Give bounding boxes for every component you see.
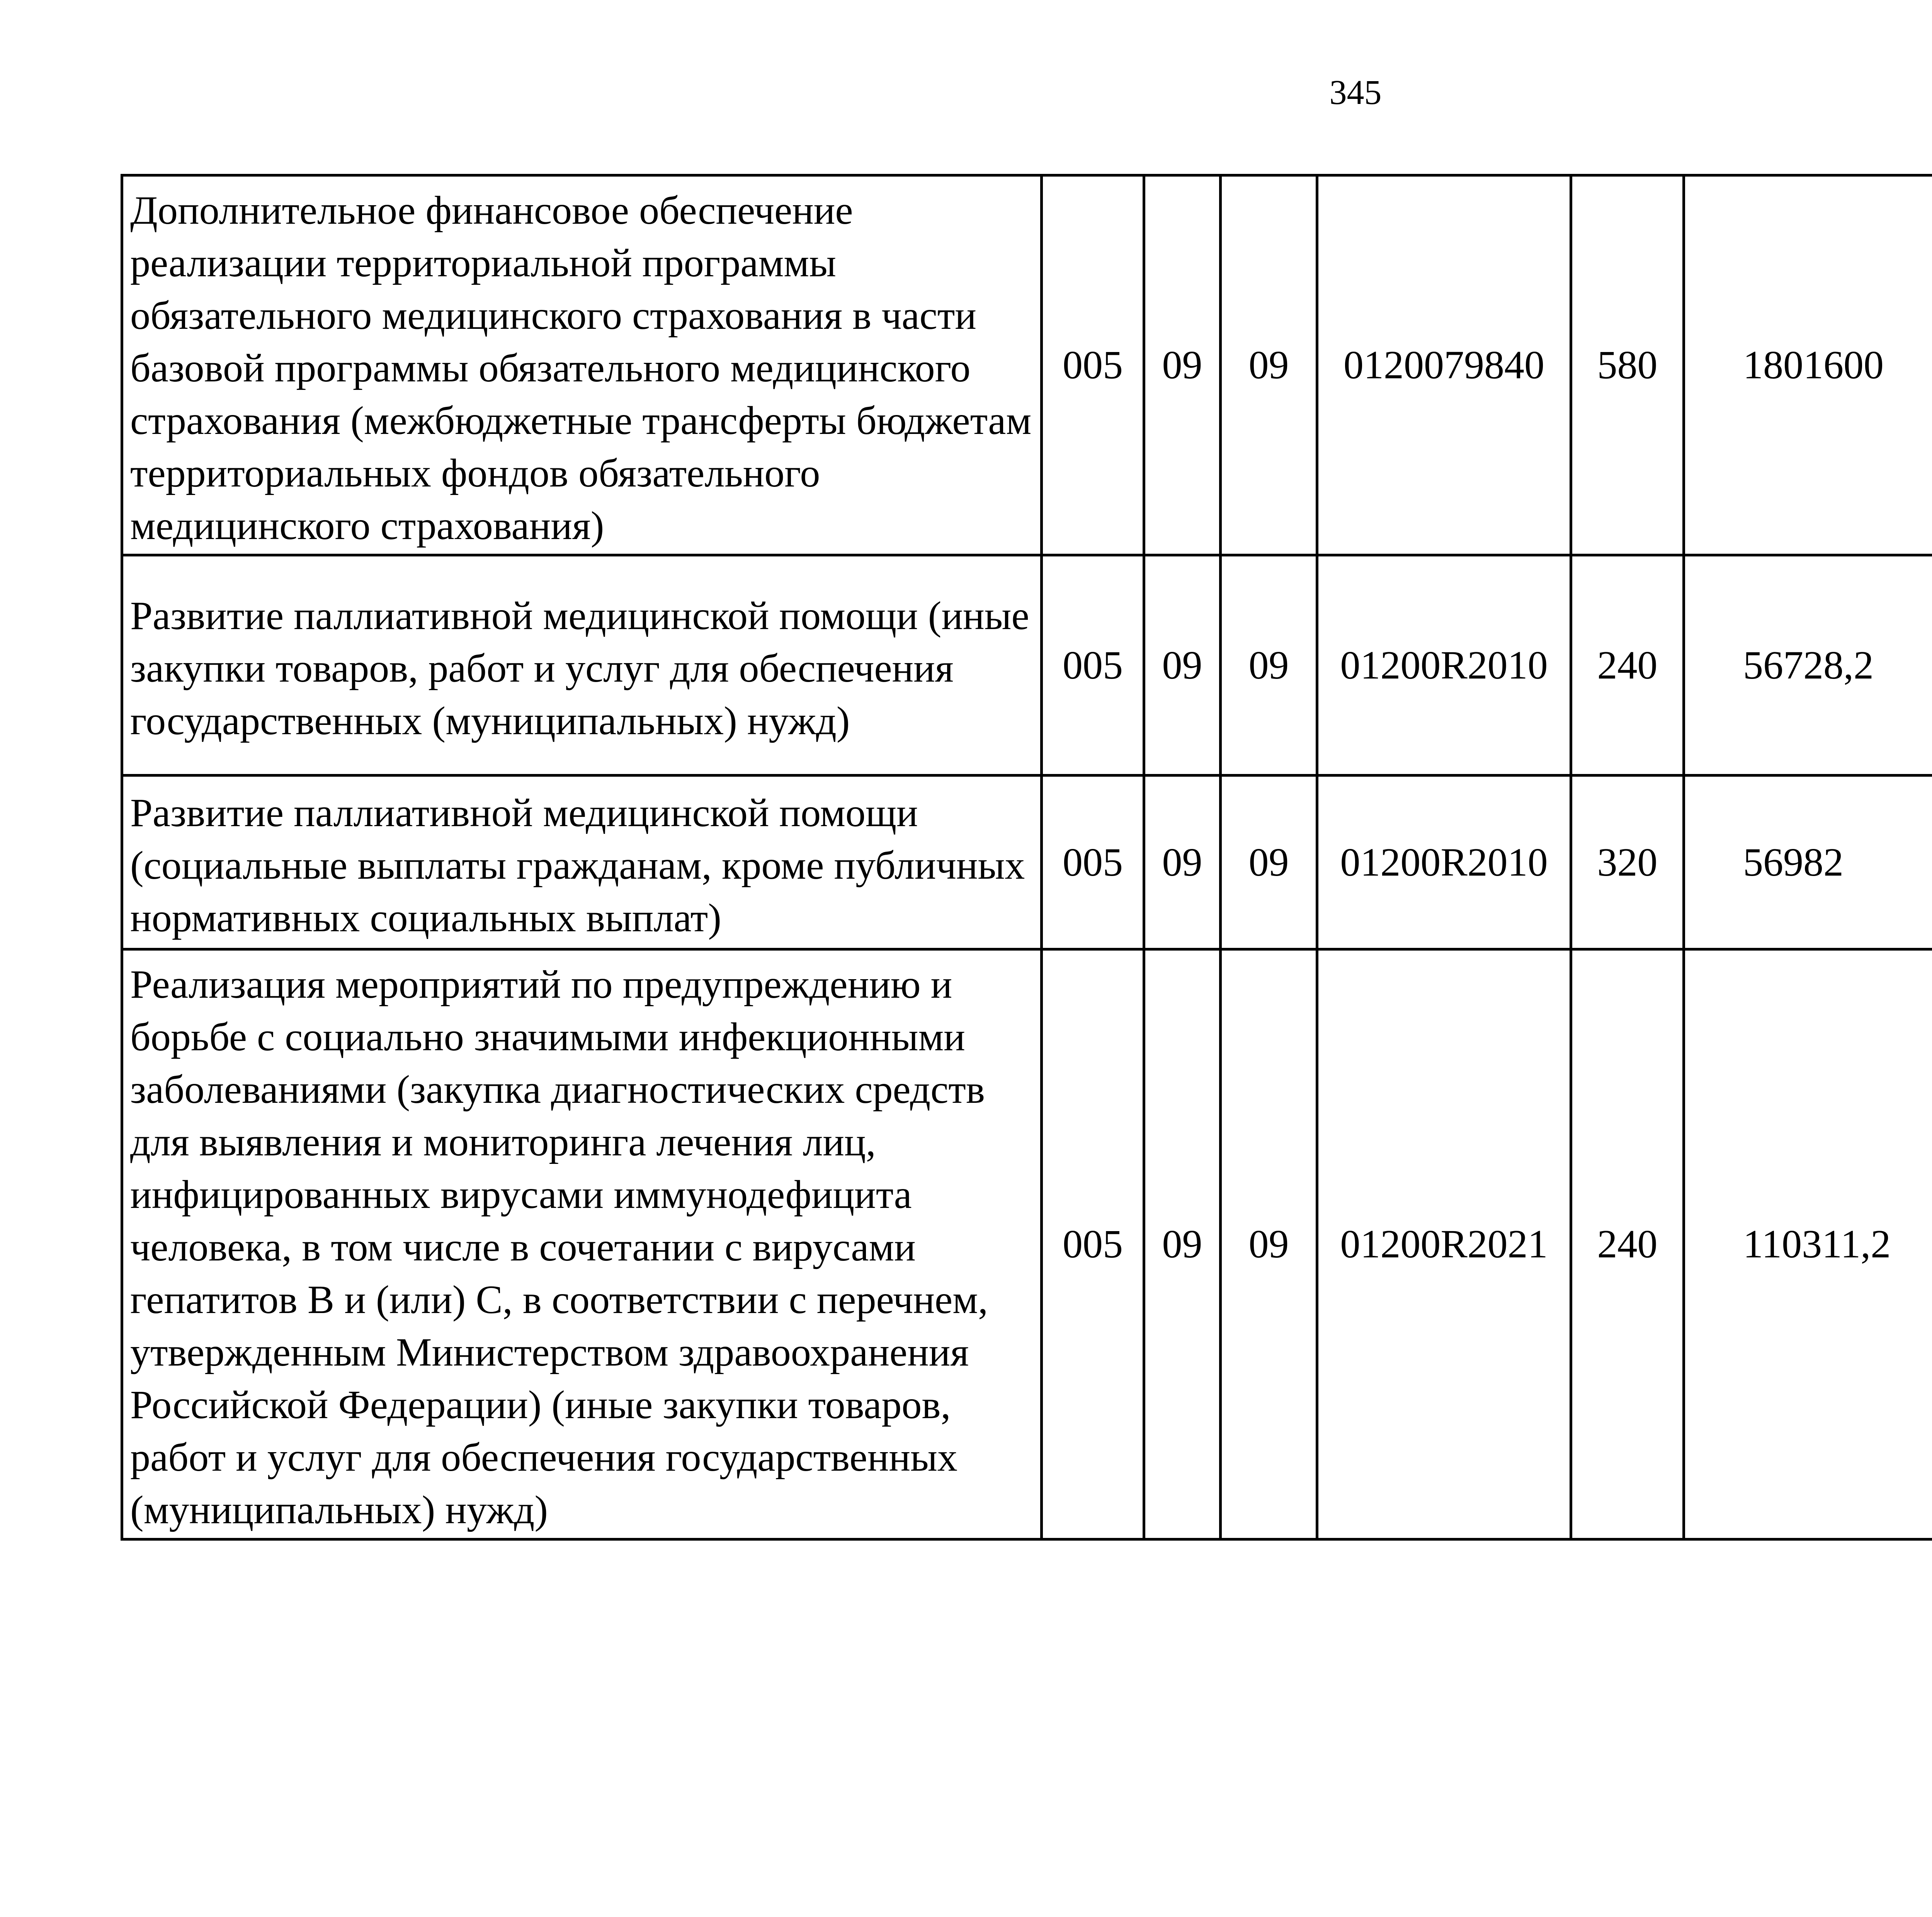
amount-year-1: 56982 <box>1684 776 1932 949</box>
row-description: Развитие паллиативной медицинской помощи (социальные выплаты гражданам, кроме публичных нормативных социальных выплат) <box>122 776 1042 949</box>
ministry-code: 005 <box>1042 555 1144 776</box>
section-code: 09 <box>1144 949 1221 1539</box>
target-article-code: 0120079840 <box>1317 175 1571 555</box>
target-article-code: 01200R2021 <box>1317 949 1571 1539</box>
table-row <box>122 776 1932 949</box>
expense-type-code: 240 <box>1571 949 1684 1539</box>
amount-year-1: 56728,2 <box>1684 555 1932 776</box>
table-row <box>122 555 1932 776</box>
section-code: 09 <box>1144 175 1221 555</box>
amount-year-1: 1801600 <box>1684 175 1932 555</box>
expense-type-code: 580 <box>1571 175 1684 555</box>
subsection-code: 09 <box>1221 776 1317 949</box>
ministry-code: 005 <box>1042 776 1144 949</box>
section-code: 09 <box>1144 776 1221 949</box>
section-code: 09 <box>1144 555 1221 776</box>
budget-table <box>121 174 1932 1541</box>
ministry-code: 005 <box>1042 949 1144 1539</box>
row-description: Дополнительное финансовое обеспечение реализации территориальной программы обязательного медицинского страхования в части базовой программы обязательного медицинского страхования (межбюджетные трансферты бюджетам территориальных фондов обязательного медицинского страхования) <box>122 175 1042 555</box>
target-article-code: 01200R2010 <box>1317 555 1571 776</box>
target-article-code: 01200R2010 <box>1317 776 1571 949</box>
subsection-code: 09 <box>1221 555 1317 776</box>
expense-type-code: 240 <box>1571 555 1684 776</box>
table-row <box>122 949 1932 1539</box>
page-number: 345 <box>1329 73 1382 112</box>
table-row <box>122 175 1932 555</box>
row-description: Реализация мероприятий по предупреждению и борьбе с социально значимыми инфекционными заболеваниями (закупка диагностических средств для выявления и мониторинга лечения лиц, инфицированных вирусами иммунодефицита человека, в том числе в сочетании с вирусами гепатитов В и (или) С, в соответствии с перечнем, утвержденным Министерством здравоохранения Российской Федерации) (иные закупки товаров, работ и услуг для обеспечения государственных (муниципальных) нужд) <box>122 949 1042 1539</box>
ministry-code: 005 <box>1042 175 1144 555</box>
amount-year-1: 110311,2 <box>1684 949 1932 1539</box>
expense-type-code: 320 <box>1571 776 1684 949</box>
row-description: Развитие паллиативной медицинской помощи (иные закупки товаров, работ и услуг для обеспечения государственных (муниципальных) нужд) <box>122 555 1042 776</box>
subsection-code: 09 <box>1221 949 1317 1539</box>
subsection-code: 09 <box>1221 175 1317 555</box>
